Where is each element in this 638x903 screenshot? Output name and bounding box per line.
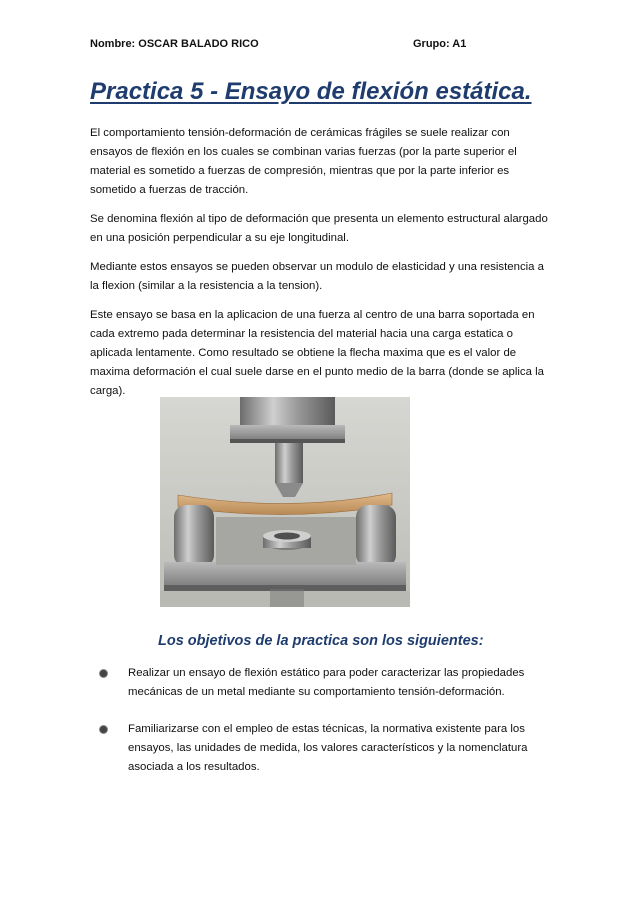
paragraph: Este ensayo se basa en la aplicacion de una fuerza al centro de una barra soportada en cada extremo pada determinar la resistencia del material hacia una carga estatica o aplicada lentamente. Como resultado se obtiene la flecha maxima que es el valor de maxima deformación el cual suele darse en el punto medio de la barra (donde se aplica la carga). (90, 309, 544, 397)
student-name: Nombre: OSCAR BALADO RICO (90, 38, 259, 50)
page-title: Practica 5 - Ensayo de flexión estática. (90, 78, 532, 105)
paragraph: Se denomina flexión al tipo de deformación que presenta un elemento estructural alargado en una posición perpendicular a su eje longitudinal. (90, 213, 548, 244)
list-item (100, 720, 550, 777)
list-item (100, 664, 550, 702)
objectives-heading: Los objetivos de la practica son los siguientes: (158, 633, 484, 649)
objective-text: Familiarizarse con el empleo de estas técnicas, la normativa existente para los ensayos, las unidades de medida, los valores característicos y la nomenclatura asociada a los resultados. (128, 723, 528, 773)
objectives-list (100, 664, 550, 795)
bullet-icon (100, 726, 107, 733)
objective-text: Realizar un ensayo de flexión estático para poder caracterizar las propiedades mecánicas de un metal mediante su comportamiento tensión-deformación. (128, 667, 525, 698)
bending-test-illustration (160, 397, 410, 607)
body-text (90, 124, 548, 411)
paragraph: El comportamiento tensión-deformación de cerámicas frágiles se suele realizar con ensayos de flexión en los cuales se combinan varias fuerzas (por la parte superior el material es sometido a fuerzas de compresión, mientras que por la parte inferior es sometido a fuerzas de tracción. (90, 127, 517, 196)
student-group: Grupo: A1 (413, 38, 467, 50)
bending-test-photo (160, 397, 410, 607)
paragraph: Mediante estos ensayos se pueden observar un modulo de elasticidad y una resistencia a la flexion (similar a la resistencia a la tension). (90, 261, 545, 292)
bullet-icon (100, 670, 107, 677)
